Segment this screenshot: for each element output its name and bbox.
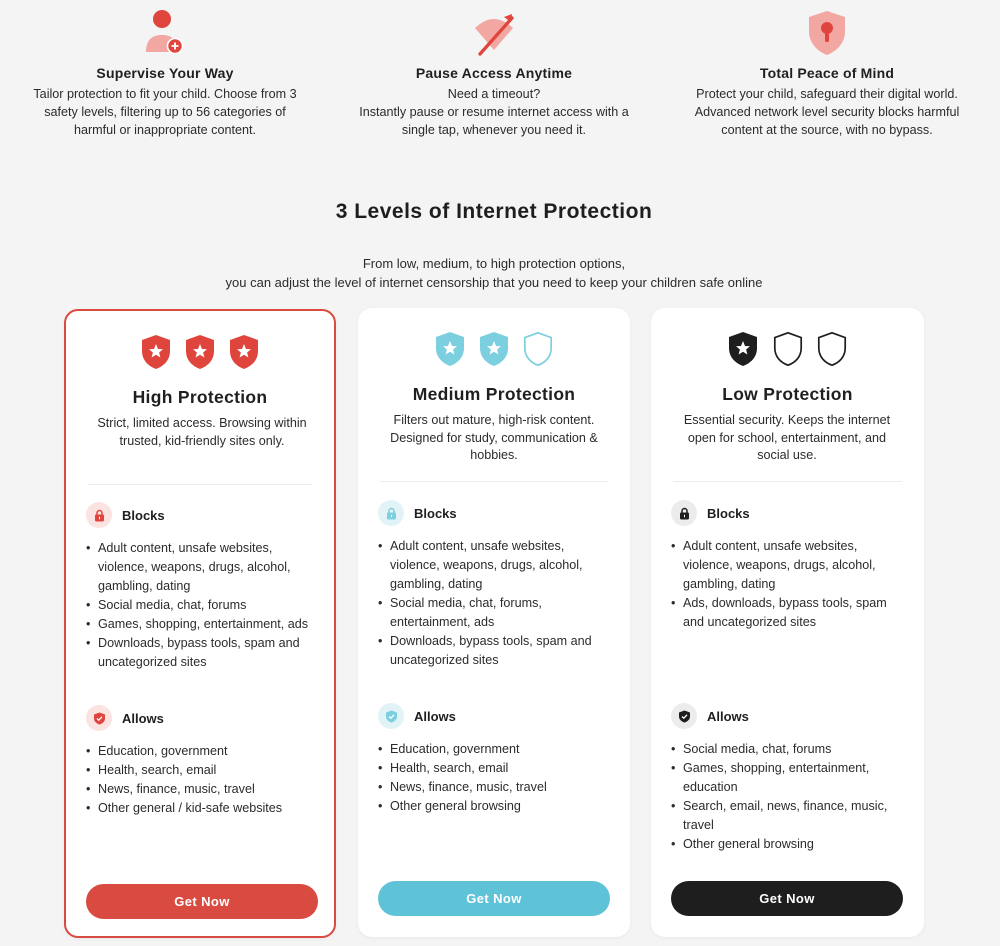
feature-description xyxy=(0,85,330,139)
shield-star-filled-icon xyxy=(477,330,511,368)
list-item: • Search, email, news, finance, music, travel xyxy=(671,797,907,835)
blocks-heading xyxy=(378,500,457,526)
lock-icon xyxy=(671,500,697,526)
plan-description xyxy=(665,412,909,465)
features-row xyxy=(0,0,1000,160)
plan-description-line: Filters out mature, high-risk content. xyxy=(393,413,595,427)
list-item: • Other general / kid-safe websites xyxy=(86,799,322,818)
shield-check-icon xyxy=(86,705,112,731)
pause-access-icon xyxy=(471,8,517,58)
section-subtitle-line: From low, medium, to high protection options, xyxy=(362,256,626,271)
allows-heading xyxy=(86,705,164,731)
feature-line: Need a timeout? xyxy=(447,87,541,101)
divider xyxy=(88,484,312,485)
plan-card-medium[interactable] xyxy=(358,308,630,937)
shield-star-filled-icon xyxy=(227,333,261,371)
list-item: • News, finance, music, travel xyxy=(86,780,322,799)
feature-description xyxy=(662,85,992,139)
list-item: • Social media, chat, forums xyxy=(86,596,322,615)
divider xyxy=(380,481,608,482)
list-item: • Social media, chat, forums xyxy=(671,740,907,759)
plan-description-line: open for school, entertainment, and xyxy=(687,430,887,445)
plan-title: Medium Protection xyxy=(412,384,576,404)
lock-icon xyxy=(86,502,112,528)
list-item: • Social media, chat, forums, entertainment, ads xyxy=(378,594,614,632)
shield-check-icon xyxy=(378,703,404,729)
list-item: • Adult content, unsafe websites, violence, weapons, drugs, alcohol, gambling, dating xyxy=(86,539,322,596)
get-now-button-low[interactable]: Get Now xyxy=(671,881,903,916)
plan-description-line: Essential security. Keeps the internet xyxy=(683,413,891,427)
blocks-list xyxy=(378,537,614,670)
plan-title: Low Protection xyxy=(722,384,853,404)
list-item: • Adult content, unsafe websites, violence, weapons, drugs, alcohol, gambling, dating xyxy=(671,537,907,594)
allows-heading xyxy=(671,703,749,729)
section-subtitle xyxy=(0,254,988,292)
list-item: • Downloads, bypass tools, spam and uncategorized sites xyxy=(86,634,322,672)
shield-star-filled-icon xyxy=(183,333,217,371)
section-subtitle-line: you can adjust the level of internet censorship that you need to keep your children safe online xyxy=(225,275,763,290)
plan-card-high[interactable] xyxy=(64,309,336,938)
allows-label: Allows xyxy=(122,710,164,726)
allows-heading xyxy=(378,703,456,729)
shield-star-filled-icon xyxy=(433,330,467,368)
list-item: • News, finance, music, travel xyxy=(378,778,614,797)
shield-check-icon xyxy=(671,703,697,729)
list-item: • Other general browsing xyxy=(671,835,907,854)
list-item: • Education, government xyxy=(378,740,614,759)
blocks-heading xyxy=(671,500,750,526)
protection-level-shields xyxy=(358,330,630,370)
plan-description-line: social use. xyxy=(757,448,817,462)
feature-title: Total Peace of Mind xyxy=(759,65,895,81)
shield-star-filled-icon xyxy=(726,330,760,368)
list-item: • Education, government xyxy=(86,742,322,761)
plan-description-line: trusted, kid-friendly sites only. xyxy=(119,433,285,448)
feature-supervise xyxy=(0,0,330,139)
allows-list xyxy=(378,740,614,816)
feature-line: Instantly pause or resume internet access with a xyxy=(359,105,629,119)
allows-label: Allows xyxy=(414,708,456,724)
feature-title: Pause Access Anytime xyxy=(415,65,573,81)
plan-card-low[interactable] xyxy=(651,308,924,937)
list-item: • Ads, downloads, bypass tools, spam and uncategorized sites xyxy=(671,594,907,632)
list-item: • Other general browsing xyxy=(378,797,614,816)
blocks-heading xyxy=(86,502,165,528)
shield-outline-icon xyxy=(521,330,555,368)
feature-line: Protect your child, safeguard their digital world. xyxy=(696,87,958,101)
feature-pause xyxy=(329,0,659,139)
list-item: • Health, search, email xyxy=(378,759,614,778)
protection-level-shields xyxy=(651,330,924,370)
list-item: • Games, shopping, entertainment, education xyxy=(671,759,907,797)
list-item: • Downloads, bypass tools, spam and uncategorized sites xyxy=(378,632,614,670)
list-item: • Health, search, email xyxy=(86,761,322,780)
plan-description xyxy=(80,415,324,450)
shield-keyhole-icon xyxy=(804,8,850,58)
feature-line: Advanced network level security blocks harmful xyxy=(694,105,960,119)
divider xyxy=(673,481,902,482)
plan-title: High Protection xyxy=(132,387,268,407)
shield-star-filled-icon xyxy=(139,333,173,371)
lock-icon xyxy=(378,500,404,526)
get-now-button-high[interactable]: Get Now xyxy=(86,884,318,919)
blocks-label: Blocks xyxy=(414,505,457,521)
feature-line: harmful or inappropriate content. xyxy=(73,123,256,137)
feature-line: single tap, whenever you need it. xyxy=(401,123,587,137)
get-now-button-medium[interactable]: Get Now xyxy=(378,881,610,916)
plan-description-line: hobbies. xyxy=(470,448,518,462)
allows-label: Allows xyxy=(707,708,749,724)
shield-outline-icon xyxy=(815,330,849,368)
allows-list xyxy=(86,742,322,818)
user-shield-icon xyxy=(142,8,188,58)
blocks-list xyxy=(671,537,907,632)
feature-line: Tailor protection to fit your child. Choose from 3 xyxy=(33,87,297,101)
plan-description-line: Strict, limited access. Browsing within xyxy=(97,416,307,430)
feature-line: content at the source, with no bypass. xyxy=(721,123,933,137)
feature-title: Supervise Your Way xyxy=(96,65,234,81)
allows-list xyxy=(671,740,907,854)
section-title: 3 Levels of Internet Protection xyxy=(335,200,653,223)
list-item: • Games, shopping, entertainment, ads xyxy=(86,615,322,634)
protection-level-shields xyxy=(66,333,334,373)
plan-description xyxy=(372,412,616,465)
feature-peace-of-mind xyxy=(662,0,992,139)
plan-description-line: Designed for study, communication & xyxy=(390,430,598,445)
feature-description xyxy=(329,85,659,139)
shield-outline-icon xyxy=(771,330,805,368)
blocks-list xyxy=(86,539,322,672)
blocks-label: Blocks xyxy=(122,507,165,523)
blocks-label: Blocks xyxy=(707,505,750,521)
list-item: • Adult content, unsafe websites, violence, weapons, drugs, alcohol, gambling, dating xyxy=(378,537,614,594)
feature-line: safety levels, filtering up to 56 categories of xyxy=(44,105,286,119)
